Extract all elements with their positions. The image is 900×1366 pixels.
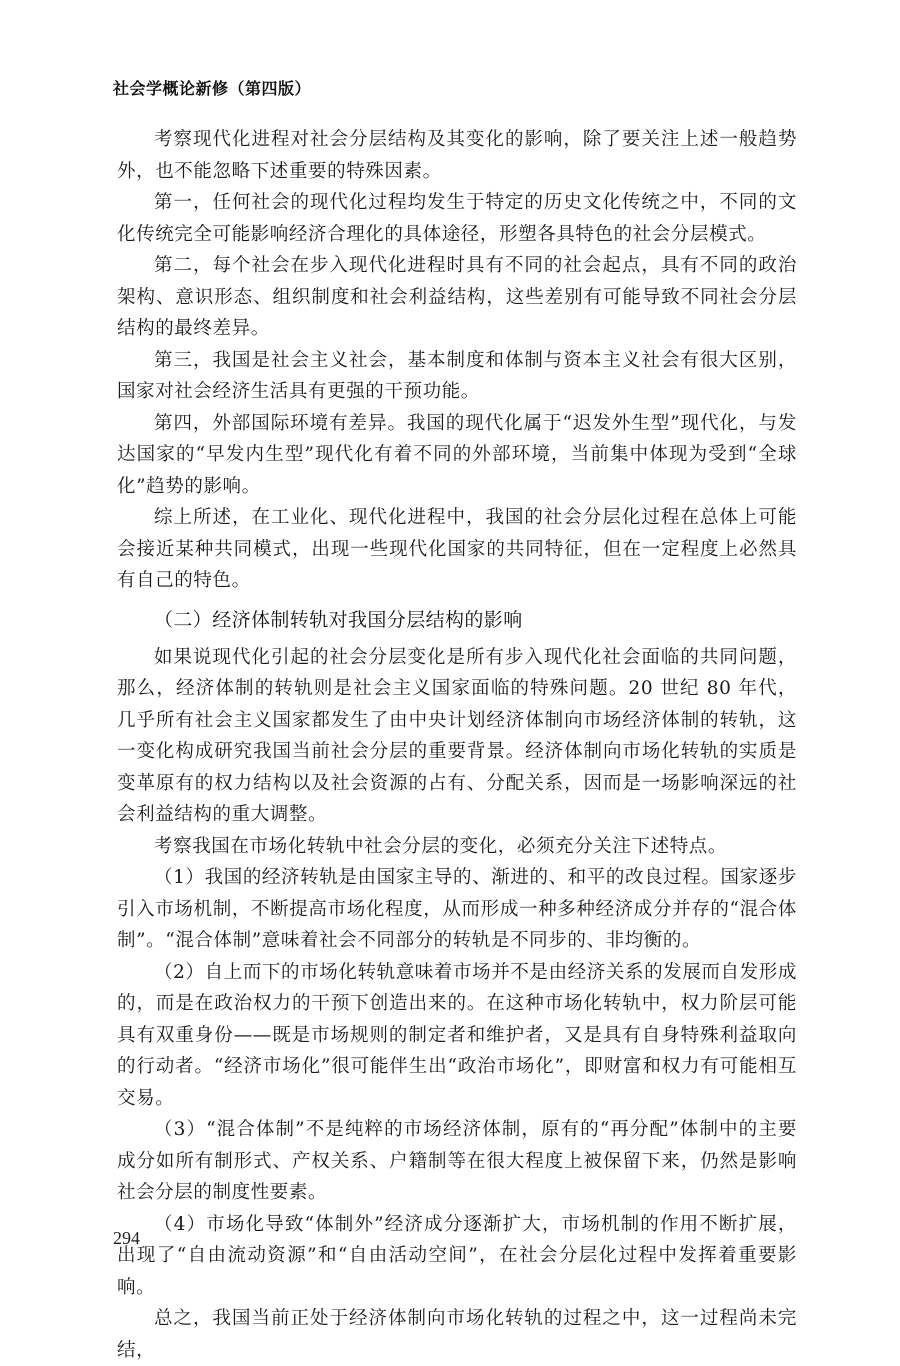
paragraph-transition-intro: 如果说现代化引起的社会分层变化是所有步入现代化社会面临的共同问题，那么，经济体制的转轨则是社会主义国家面临的特殊问题。20 世纪 80 年代，几乎所有社会主义国家都发生了由中央计划经济体制向市场经济体制的转轨，这一变化构成研究我国当前社会分层的重要背景。经济体制向市场化转轨的实质是变革原有的权力结构以及社会资源的占有、分配关系，因而是一场影响深远的社会利益结构的重大调整。: [117, 646, 797, 825]
paragraph-feature-2: （2）自上而下的市场化转轨意味着市场并不是由经济关系的发展而自发形成的，而是在政治权力的干预下创造出来的。在这种市场化转轨中，权力阶层可能具有双重身份——既是市场规则的制定者和维护者，又是具有自身特殊利益取向的行动者。“经济市场化”很可能伴生出“政治市场化”，即财富和权力有可能相互交易。: [117, 961, 797, 1109]
paragraph-feature-3: （3）“混合体制”不是纯粹的市场经济体制，原有的“再分配”体制中的主要成分如所有制形式、产权关系、户籍制等在很大程度上被保留下来，仍然是影响社会分层的制度性要素。: [117, 1119, 797, 1203]
body-text: [117, 124, 797, 1366]
paragraph-first-factor: 第一，任何社会的现代化过程均发生于特定的历史文化传统之中，不同的文化传统完全可能影响经济合理化的具体途径，形塑各具特色的社会分层模式。: [117, 192, 797, 245]
page-number: 294: [113, 1228, 140, 1248]
paragraph-conclusion: 总之，我国当前正处于经济体制向市场化转轨的过程之中，这一过程尚未完结，: [117, 1308, 797, 1361]
paragraph-intro: 考察现代化进程对社会分层结构及其变化的影响，除了要关注上述一般趋势外，也不能忽略下述重要的特殊因素。: [117, 129, 797, 182]
paragraph-feature-1: （1）我国的经济转轨是由国家主导的、渐进的、和平的改良过程。国家逐步引入市场机制，不断提高市场化程度，从而形成一种多种经济成分并存的“混合体制”。“混合体制”意味着社会不同部分的转轨是不同步的、非均衡的。: [117, 867, 797, 951]
section-heading: （二）经济体制转轨对我国分层结构的影响: [154, 608, 523, 631]
paragraph-third-factor: 第三，我国是社会主义社会，基本制度和体制与资本主义社会有很大区别，国家对社会经济生活具有更强的干预功能。: [117, 349, 797, 402]
paragraph-summary: 综上所述，在工业化、现代化进程中，我国的社会分层化过程在总体上可能会接近某种共同模式，出现一些现代化国家的共同特征，但在一定程度上必然具有自己的特色。: [117, 507, 797, 591]
paragraph-feature-4: （4）市场化导致“体制外”经济成分逐渐扩大，市场机制的作用不断扩展，出现了“自由流动资源”和“自由活动空间”，在社会分层化过程中发挥着重要影响。: [117, 1213, 797, 1298]
running-head-title: 社会学概论新修（第四版）: [113, 79, 312, 98]
paragraph-fourth-factor: 第四，外部国际环境有差异。我国的现代化属于“迟发外生型”现代化，与发达国家的“早发内生型”现代化有着不同的外部环境，当前集中体现为受到“全球化”趋势的影响。: [117, 412, 797, 497]
paragraph-features-lead: 考察我国在市场化转轨中社会分层的变化，必须充分关注下述特点。: [154, 835, 728, 857]
paragraph-second-factor: 第二，每个社会在步入现代化进程时具有不同的社会起点，具有不同的政治架构、意识形态、组织制度和社会利益结构，这些差别有可能导致不同社会分层结构的最终差异。: [117, 255, 797, 339]
